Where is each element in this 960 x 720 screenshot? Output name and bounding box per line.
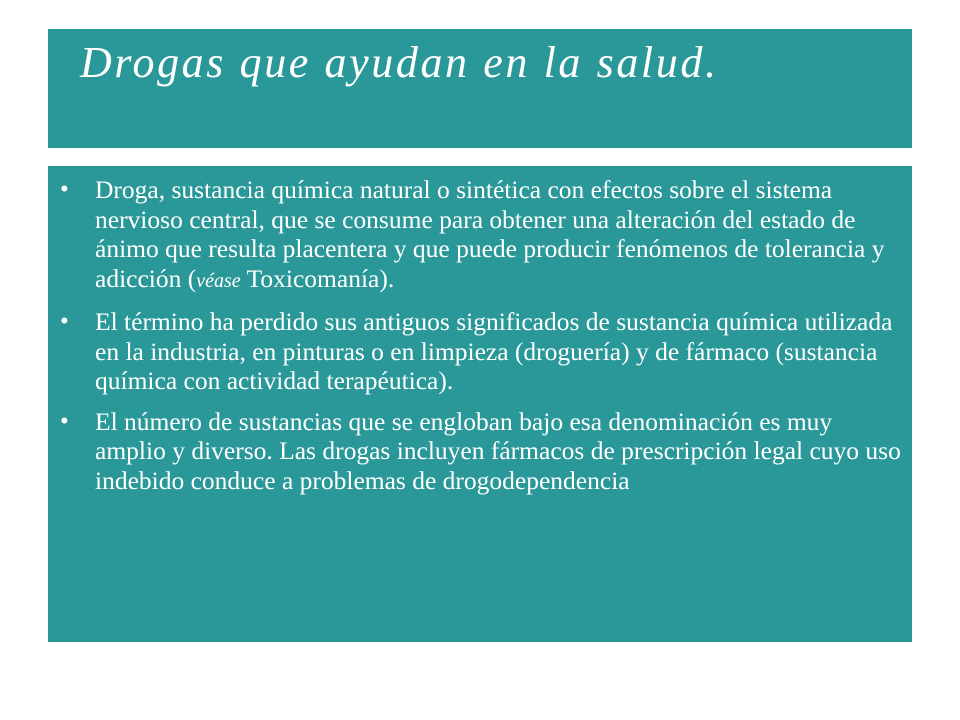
bullet-item-2 [60,307,908,396]
bullet-icon: • [60,176,69,203]
bullet-text-1-end: Toxicomanía). [240,263,395,293]
bullet-text-1-italic: véase [196,269,241,292]
bullet-text-3: El número de sustancias que se engloban bajo esa denominación es muy amplio y diverso. Las drogas incluyen fármacos de prescripción legal cuyo uso indebido conduce a problemas de drogodependencia [95,406,901,495]
bullet-item-1 [60,175,908,296]
content-box [48,166,912,642]
title-box [48,29,912,148]
bullet-text-2: El término ha perdido sus antiguos significados de sustancia química utilizada en la industria, en pinturas o en limpieza (droguería) y de fármaco (sustancia química con actividad terapéutica). [95,307,893,395]
bullet-icon: • [60,308,69,335]
bullet-icon: • [60,407,69,435]
bullet-item-3 [60,407,908,496]
bullet-text-1-start: Droga, sustancia química natural o sintética con efectos sobre el sistema nervioso central, que se consume para obtener una alteración del estado de ánimo que resulta placentera y que puede producir fenómenos de tolerancia y adicción ( [95,175,885,293]
bullet-list [60,175,908,506]
slide-title: Drogas que ayudan en la salud. [80,38,719,87]
